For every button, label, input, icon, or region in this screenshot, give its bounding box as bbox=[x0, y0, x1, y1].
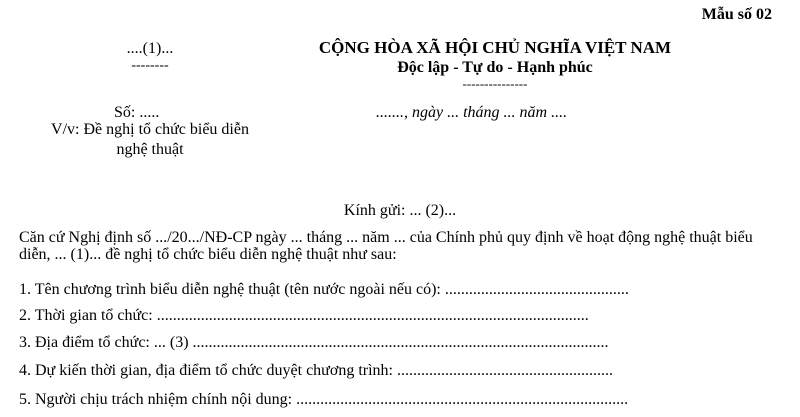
list-item-location: 3. Địa điểm tổ chức: ... (3) ........................................................................................................ bbox=[19, 334, 609, 351]
document-subject: V/v: Đề nghị tổ chức biểu diễn nghệ thuật bbox=[51, 121, 249, 158]
list-item-review-schedule: 4. Dự kiến thời gian, địa điểm tổ chức duyệt chương trình: ...................................................... bbox=[19, 362, 613, 379]
organization-underline: -------- bbox=[131, 58, 169, 73]
recipient-line: Kính gửi: ... (2)... bbox=[343, 202, 457, 219]
list-item-program-name: 1. Tên chương trình biểu diễn nghệ thuật (tên nước ngoài nếu có): .............................................. bbox=[19, 281, 629, 298]
list-item-responsible-person: 5. Người chịu trách nhiệm chính nội dung: ................................................................................... bbox=[19, 391, 629, 408]
organization-name-placeholder: ....(1)... bbox=[126, 40, 174, 57]
form-number: Mẫu số 02 bbox=[701, 6, 772, 23]
date-line: ......., ngày ... tháng ... năm .... bbox=[376, 104, 568, 121]
national-title: CỘNG HÒA XÃ HỘI CHỦ NGHĨA VIỆT NAM bbox=[318, 38, 672, 57]
national-motto: Độc lập - Tự do - Hạnh phúc bbox=[397, 59, 593, 76]
intro-paragraph: Căn cứ Nghị định số .../20.../NĐ-CP ngày ... tháng ... năm ... của Chính phủ quy định về hoạt động nghệ thuật biểu diễn, ... (1)... đề nghị tổ chức biểu diễn nghệ thuật như sau: bbox=[19, 229, 753, 263]
list-item-time: 2. Thời gian tổ chức: ............................................................................................................ bbox=[19, 307, 589, 324]
document-number: Số: ..... bbox=[114, 104, 160, 121]
motto-underline: --------------- bbox=[462, 76, 528, 91]
